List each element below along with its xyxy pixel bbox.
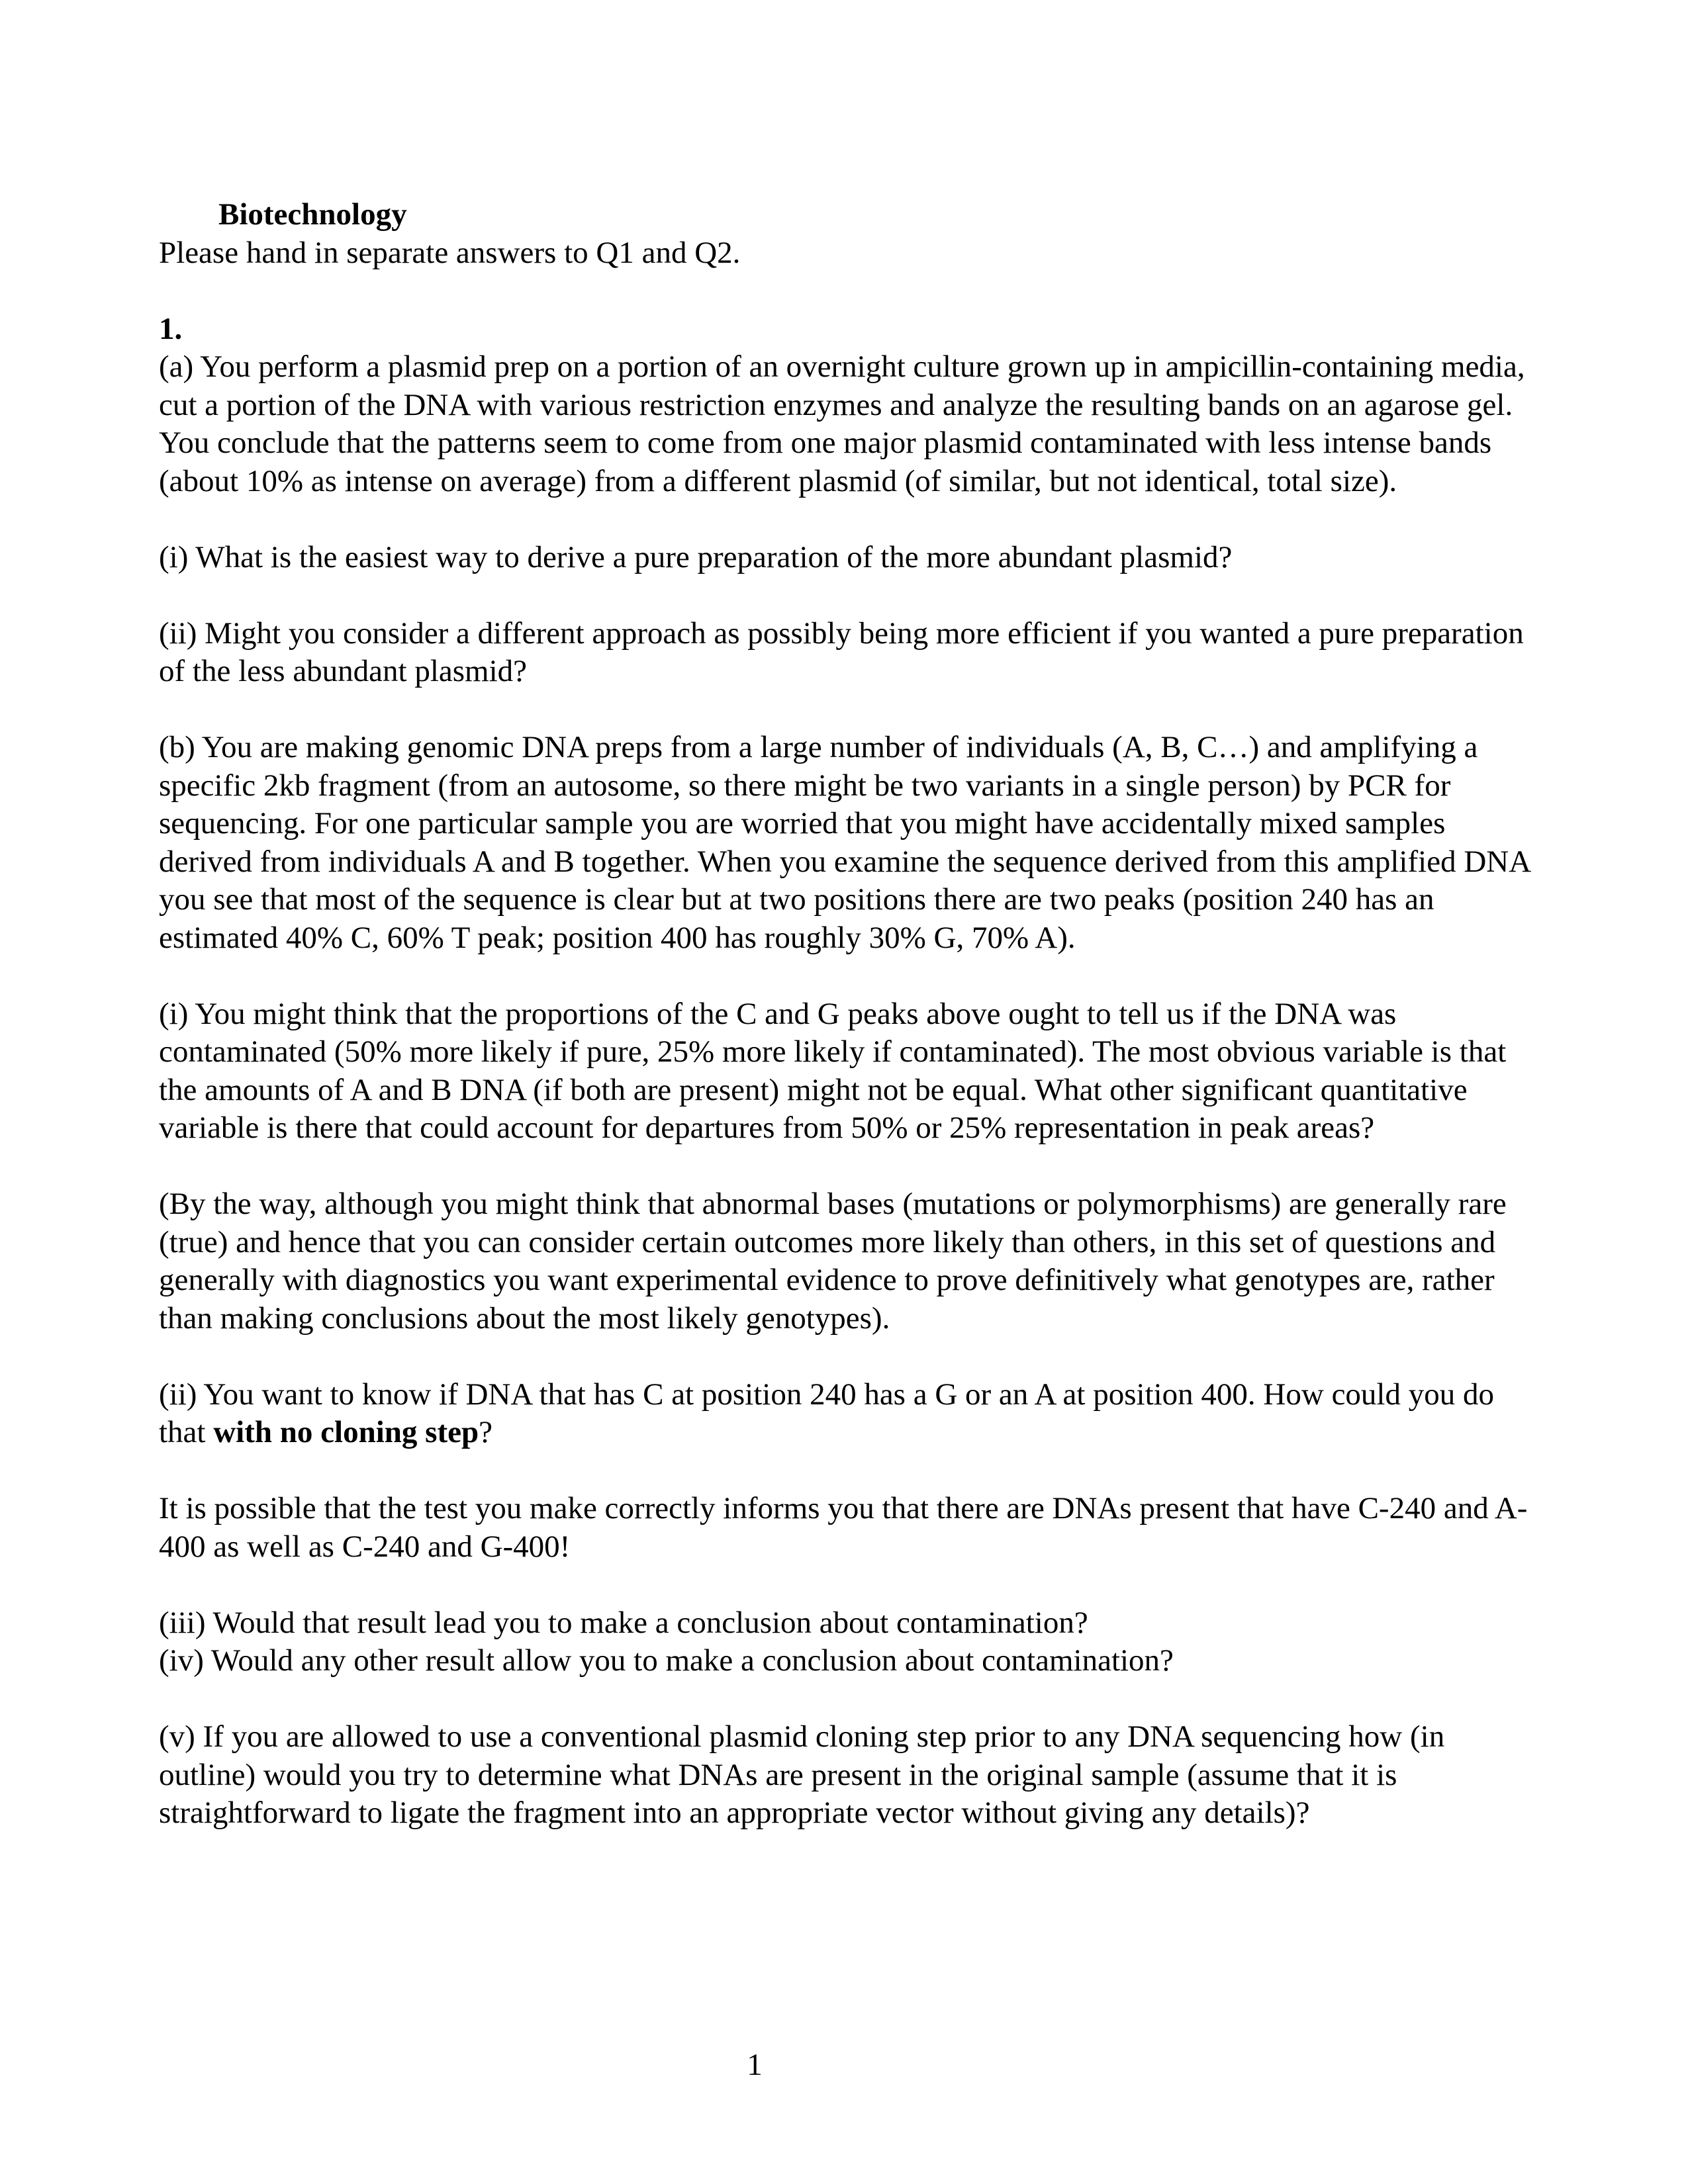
part-b-ii-emphasis: with no cloning step (213, 1415, 479, 1449)
question-part-b-iii: (iii) Would that result lead you to make a conclusion about contamination? (159, 1605, 1088, 1640)
document-title: Biotechnology (218, 197, 407, 232)
possible-result: It is possible that the test you make correctly informs you that there are DNAs present that have C-240 and A-400 as well as C-240 and G-400! (159, 1491, 1528, 1564)
question-part-b-iv: (iv) Would any other result allow you to make a conclusion about contamination? (159, 1643, 1174, 1678)
question-number: 1. (159, 311, 183, 346)
instructions: Please hand in separate answers to Q1 and Q2. (159, 235, 741, 270)
question-part-b-i: (i) You might think that the proportions of the C and G peaks above ought to tell us if the DNA was contaminated (50% more likely if pure, 25% more likely if contaminated). The most obvious variable is that the amounts of A and B DNA (if both are present) might not be equal. What other significant quantitative variable is there that could account for departures from 50% or 25% representation in peak areas? (159, 996, 1507, 1145)
by-the-way-note: (By the way, although you might think that abnormal bases (mutations or polymorphisms) are generally rare (true) and hence that you can consider certain outcomes more likely than others, in this set of questions and generally with diagnostics you want experimental evidence to prove definitively what genotypes are, rather than making conclusions about the most likely genotypes). (159, 1187, 1507, 1336)
part-b-ii-end: ? (479, 1415, 492, 1449)
page-number: 1 (747, 2048, 763, 2082)
question-part-b: (b) You are making genomic DNA preps from a large number of individuals (A, B, C…) and amplifying a specific 2kb fragment (from an autosome, so there might be two variants in a single person) by PCR for sequencing. For one particular sample you are worried that you might have accidentally mixed samples derived from individuals A and B together. When you examine the sequence derived from this amplified DNA you see that most of the sequence is clear but at two positions there are two peaks (position 240 has an estimated 40% C, 60% T peak; position 400 has roughly 30% G, 70% A). (159, 730, 1530, 955)
question-part-b-v: (v) If you are allowed to use a conventional plasmid cloning step prior to any DNA sequencing how (in outline) would you try to determine what DNAs are present in the original sample (assume that it is straightforward to ligate the fragment into an appropriate vector without giving any details)? (159, 1719, 1445, 1830)
question-part-b-ii (159, 1376, 1536, 1452)
document-body (159, 196, 1536, 1870)
question-part-a-ii: (ii) Might you consider a different approach as possibly being more efficient if you wanted a pure preparation of the less abundant plasmid? (159, 615, 1524, 688)
question-part-a-i: (i) What is the easiest way to derive a pure preparation of the more abundant plasmid? (159, 539, 1233, 574)
question-part-a: (a) You perform a plasmid prep on a portion of an overnight culture grown up in ampicillin-containing media, cut a portion of the DNA with various restriction enzymes and analyze the resulting bands on an agarose gel. You conclude that the patterns seem to come from one major plasmid contaminated with less intense bands (about 10% as intense on average) from a different plasmid (of similar, but not identical, total size). (159, 349, 1525, 498)
part-b-ii-text: (ii) You want to know if DNA that has C at position 240 has a G or an A at position 400. How could you do that (159, 1377, 1494, 1449)
